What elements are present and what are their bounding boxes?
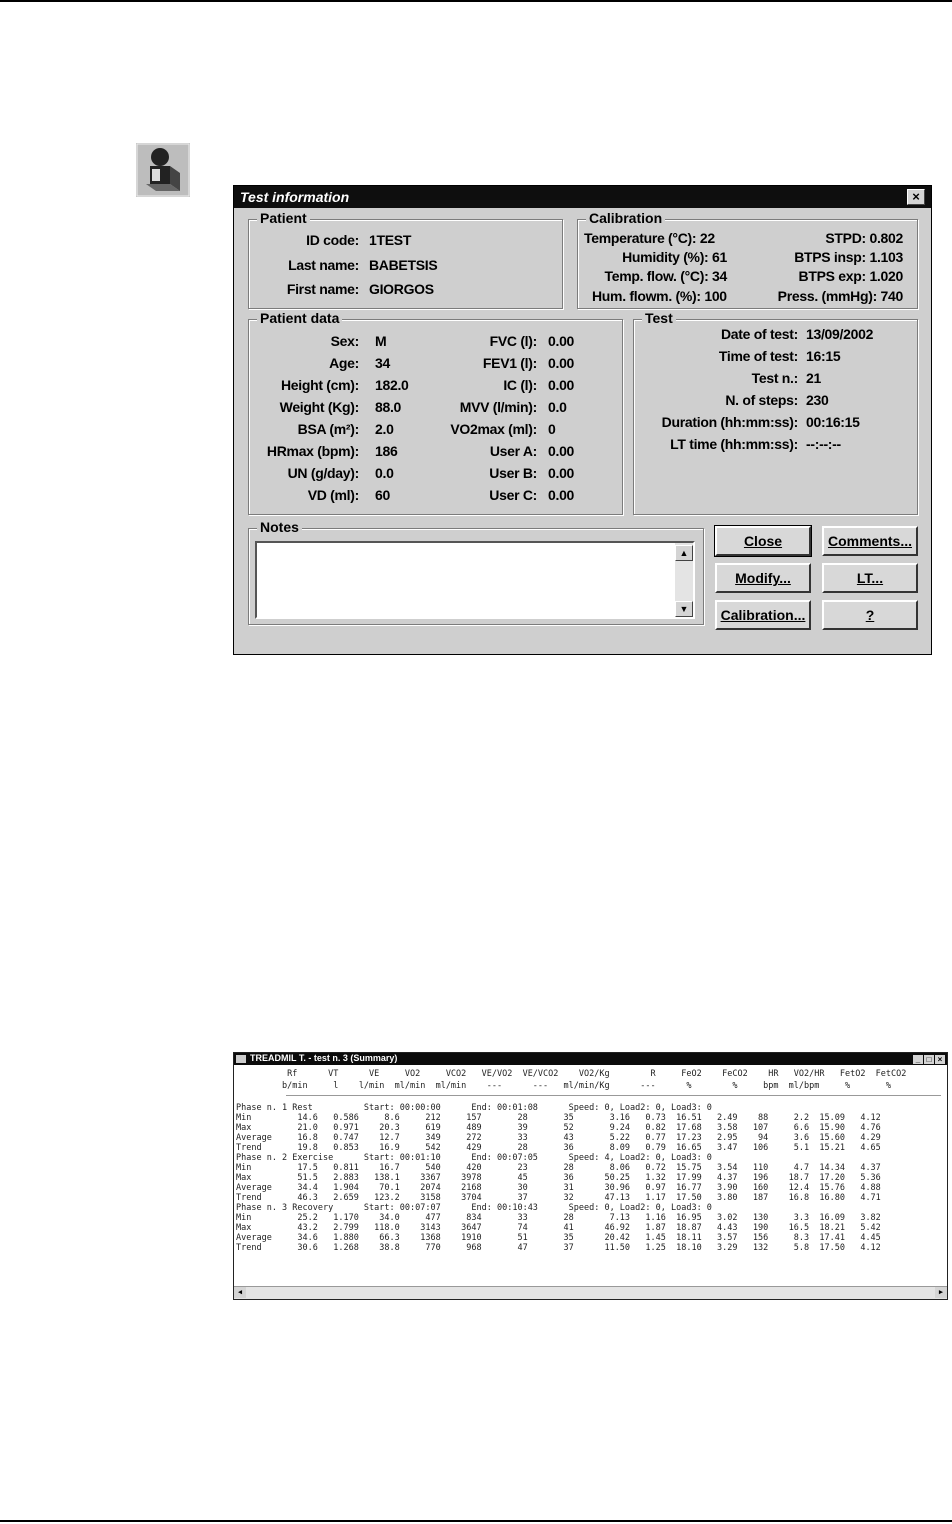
patient-data-group bbox=[248, 310, 623, 515]
id-code-label: ID code: bbox=[306, 232, 359, 248]
vd-value: 60 bbox=[375, 487, 390, 503]
test-number-label: Test n.: bbox=[751, 370, 798, 386]
mvv-value: 0.0 bbox=[548, 399, 567, 415]
last-name-value: BABETSIS bbox=[369, 257, 438, 273]
pressure-field: Press. (mmHg): 740 bbox=[777, 288, 903, 304]
comments-button[interactable]: Comments... bbox=[822, 526, 918, 556]
date-of-test-value: 13/09/2002 bbox=[806, 326, 874, 342]
app-icon bbox=[236, 1055, 246, 1063]
time-of-test-value: 16:15 bbox=[806, 348, 841, 364]
first-name-value: GIORGOS bbox=[369, 281, 434, 297]
horizontal-scrollbar[interactable] bbox=[234, 1286, 947, 1299]
height-value: 182.0 bbox=[375, 377, 409, 393]
dialog-titlebar[interactable] bbox=[234, 186, 931, 208]
table-row: Trend 19.8 0.853 16.9 542 429 28 36 8.09 0.79 16.65 3.47 106 5.1 15.21 4.65 bbox=[236, 1143, 881, 1153]
un-label: UN (g/day): bbox=[287, 465, 359, 481]
weight-label: Weight (Kg): bbox=[279, 399, 359, 415]
calibration-button[interactable]: Calibration... bbox=[715, 600, 811, 630]
steps-label: N. of steps: bbox=[725, 392, 798, 408]
test-group bbox=[633, 310, 918, 515]
user-b-value: 0.00 bbox=[548, 465, 575, 481]
fev1-label: FEV1 (l): bbox=[482, 355, 537, 371]
lt-time-label: LT time (hh:mm:ss): bbox=[670, 436, 798, 452]
notes-scrollbar[interactable] bbox=[675, 543, 693, 617]
phase-1-row: Phase n. 1 Rest Start: 00:00:00 End: 00:01:08 Speed: 0, Load2: 0, Load3: 0 bbox=[236, 1103, 712, 1113]
bottom-rule bbox=[0, 1520, 952, 1522]
summary-header-1: Rf VT VE VO2 VCO2 VE/VO2 VE/VCO2 VO2/Kg R FeO2 FeCO2 HR VO2/HR FetO2 FetCO2 bbox=[236, 1069, 907, 1079]
stpd-field: STPD: 0.802 bbox=[825, 230, 903, 246]
sex-label: Sex: bbox=[330, 333, 359, 349]
weight-value: 88.0 bbox=[375, 399, 402, 415]
minimize-icon[interactable]: _ bbox=[913, 1055, 923, 1064]
duration-value: 00:16:15 bbox=[806, 414, 860, 430]
btps-exp-field: BTPS exp: 1.020 bbox=[798, 268, 903, 284]
table-row: Max 21.0 0.971 20.3 619 489 39 52 9.24 0.82 17.68 3.58 107 6.6 15.90 4.76 bbox=[236, 1123, 881, 1133]
lt-button[interactable]: LT... bbox=[822, 563, 918, 593]
user-a-value: 0.00 bbox=[548, 443, 575, 459]
summary-title: TREADMIL T. - test n. 3 (Summary) bbox=[250, 1053, 398, 1063]
calibration-group bbox=[577, 210, 918, 309]
btps-insp-field: BTPS insp: 1.103 bbox=[794, 249, 903, 265]
table-row: Average 34.6 1.880 66.3 1368 1910 51 35 20.42 1.45 18.11 3.57 156 8.3 17.41 4.45 bbox=[236, 1233, 881, 1243]
dialog-title: Test information bbox=[240, 189, 350, 205]
un-value: 0.0 bbox=[375, 465, 394, 481]
phase-3-row: Phase n. 3 Recovery Start: 00:07:07 End: 00:10:43 Speed: 0, Load2: 0, Load3: 0 bbox=[236, 1203, 712, 1213]
close-button[interactable]: Close bbox=[715, 526, 811, 556]
scroll-up-icon[interactable]: ▲ bbox=[675, 545, 693, 561]
bsa-label: BSA (m²): bbox=[297, 421, 359, 437]
modify-button[interactable]: Modify... bbox=[715, 563, 811, 593]
age-label: Age: bbox=[329, 355, 359, 371]
notes-group bbox=[248, 519, 704, 625]
hrmax-value: 186 bbox=[375, 443, 398, 459]
table-row: Min 17.5 0.811 16.7 540 420 23 28 8.06 0.72 15.75 3.54 110 4.7 14.34 4.37 bbox=[236, 1163, 881, 1173]
header-divider bbox=[286, 1095, 941, 1096]
test-legend: Test bbox=[642, 310, 676, 326]
height-label: Height (cm): bbox=[280, 377, 359, 393]
table-row: Trend 46.3 2.659 123.2 3158 3704 37 32 47.13 1.17 17.50 3.80 187 16.8 16.80 4.71 bbox=[236, 1193, 881, 1203]
user-c-label: User C: bbox=[489, 487, 537, 503]
calibration-legend: Calibration bbox=[586, 210, 665, 226]
table-row: Min 25.2 1.170 34.0 477 834 33 28 7.13 1.16 16.95 3.02 130 3.3 16.09 3.82 bbox=[236, 1213, 881, 1223]
hrmax-label: HRmax (bpm): bbox=[266, 443, 359, 459]
duration-label: Duration (hh:mm:ss): bbox=[661, 414, 798, 430]
vd-label: VD (ml): bbox=[307, 487, 359, 503]
test-number-value: 21 bbox=[806, 370, 821, 386]
table-row: Trend 30.6 1.268 38.8 770 968 47 37 11.50 1.25 18.10 3.29 132 5.8 17.50 4.12 bbox=[236, 1243, 881, 1253]
ic-value: 0.00 bbox=[548, 377, 575, 393]
fvc-value: 0.00 bbox=[548, 333, 575, 349]
summary-header-2: b/min l l/min ml/min ml/min --- --- ml/min/Kg --- % % bpm ml/bpm % % bbox=[236, 1081, 892, 1091]
humidity-field: Humidity (%): 61 bbox=[622, 249, 727, 265]
maximize-icon[interactable]: □ bbox=[924, 1055, 934, 1064]
notes-textarea[interactable] bbox=[255, 541, 695, 619]
scroll-right-icon[interactable]: ▶ bbox=[935, 1287, 947, 1298]
top-rule bbox=[0, 0, 952, 2]
time-of-test-label: Time of test: bbox=[718, 348, 798, 364]
table-row: Max 51.5 2.883 138.1 3367 3978 45 36 50.25 1.32 17.99 4.37 196 18.7 17.20 5.36 bbox=[236, 1173, 881, 1183]
patient-info-icon[interactable] bbox=[136, 143, 190, 197]
user-c-value: 0.00 bbox=[548, 487, 575, 503]
id-code-value: 1TEST bbox=[369, 232, 412, 248]
phase-2-row: Phase n. 2 Exercise Start: 00:01:10 End: 00:07:05 Speed: 4, Load2: 0, Load3: 0 bbox=[236, 1153, 712, 1163]
patient-group bbox=[248, 210, 563, 309]
temperature-field: Temperature (°C): 22 bbox=[584, 230, 715, 246]
close-window-icon[interactable]: × bbox=[935, 1055, 945, 1064]
close-icon[interactable]: × bbox=[907, 189, 925, 205]
temp-flow-field: Temp. flow. (°C): 34 bbox=[604, 268, 727, 284]
summary-titlebar[interactable] bbox=[234, 1053, 947, 1065]
window-controls bbox=[912, 1054, 945, 1064]
last-name-label: Last name: bbox=[288, 257, 359, 273]
summary-window bbox=[233, 1052, 948, 1300]
mvv-label: MVV (l/min): bbox=[459, 399, 537, 415]
vo2max-value: 0 bbox=[548, 421, 556, 437]
patient-data-legend: Patient data bbox=[257, 310, 342, 326]
first-name-label: First name: bbox=[286, 281, 359, 297]
table-row: Max 43.2 2.799 118.0 3143 3647 74 41 46.92 1.87 18.87 4.43 190 16.5 18.21 5.42 bbox=[236, 1223, 881, 1233]
user-a-label: User A: bbox=[489, 443, 537, 459]
sex-value: M bbox=[375, 333, 387, 349]
test-information-dialog bbox=[233, 185, 932, 655]
hum-flowm-field: Hum. flowm. (%): 100 bbox=[592, 288, 727, 304]
ic-label: IC (l): bbox=[503, 377, 537, 393]
vo2max-label: VO2max (ml): bbox=[450, 421, 537, 437]
steps-value: 230 bbox=[806, 392, 829, 408]
user-b-label: User B: bbox=[489, 465, 537, 481]
lt-time-value: --:--:-- bbox=[806, 436, 841, 452]
notes-legend: Notes bbox=[257, 519, 302, 535]
bsa-value: 2.0 bbox=[375, 421, 394, 437]
patient-legend: Patient bbox=[257, 210, 310, 226]
date-of-test-label: Date of test: bbox=[721, 326, 798, 342]
fvc-label: FVC (l): bbox=[489, 333, 537, 349]
scroll-down-icon[interactable]: ▼ bbox=[675, 601, 693, 617]
scroll-left-icon[interactable]: ◀ bbox=[234, 1287, 246, 1298]
table-row: Average 16.8 0.747 12.7 349 272 33 43 5.22 0.77 17.23 2.95 94 3.6 15.60 4.29 bbox=[236, 1133, 881, 1143]
table-row: Average 34.4 1.904 70.1 2074 2168 30 31 30.96 0.97 16.77 3.90 160 12.4 15.76 4.88 bbox=[236, 1183, 881, 1193]
fev1-value: 0.00 bbox=[548, 355, 575, 371]
age-value: 34 bbox=[375, 355, 390, 371]
table-row: Min 14.6 0.586 8.6 212 157 28 35 3.16 0.73 16.51 2.49 88 2.2 15.09 4.12 bbox=[236, 1113, 881, 1123]
help-button[interactable]: ? bbox=[822, 600, 918, 630]
